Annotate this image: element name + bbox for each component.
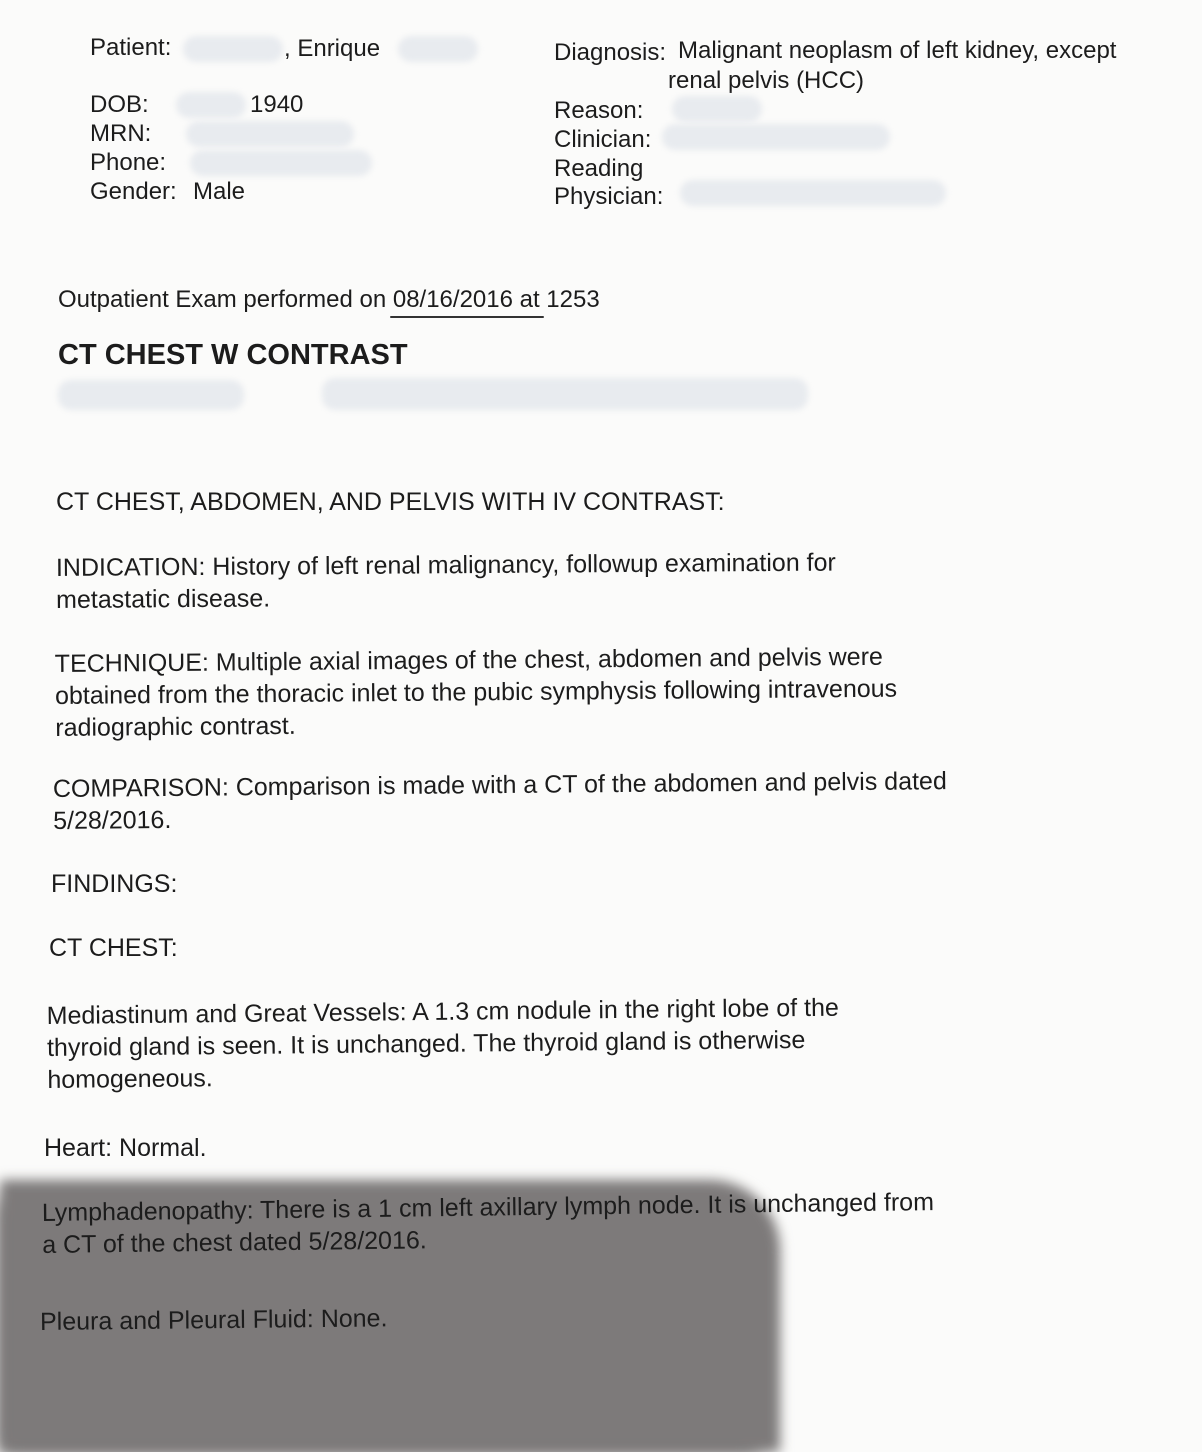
- exam-performed: Outpatient Exam performed on 08/16/2016 at 1253: [58, 286, 600, 313]
- comparison-line-2: 5/28/2016.: [53, 805, 172, 835]
- redacted-clinician: [662, 124, 890, 150]
- report-heading: CT CHEST, ABDOMEN, AND PELVIS WITH IV CONTRAST:: [56, 488, 725, 516]
- exam-title: CT CHEST W CONTRAST: [58, 339, 408, 371]
- diagnosis-line-1: Malignant neoplasm of left kidney, except: [678, 37, 1117, 64]
- redacted-last-name: [398, 36, 478, 62]
- diagnosis-label: Diagnosis:: [554, 39, 667, 66]
- reading-label: Reading: [554, 155, 644, 182]
- mediastinum-line-2: thyroid gland is seen. It is unchanged. The thyroid gland is otherwise: [46, 1026, 806, 1062]
- redacted-cpt-code: [58, 380, 244, 410]
- mediastinum-section: [47, 988, 1188, 1096]
- handwritten-underline: [390, 316, 544, 318]
- reason-label: Reason:: [554, 97, 644, 124]
- redacted-first-name: [183, 36, 283, 62]
- technique-section: [55, 638, 1196, 744]
- findings-heading: FINDINGS:: [51, 870, 178, 898]
- patient-label: Patient:: [90, 34, 172, 61]
- diagnosis-line-2: renal pelvis (HCC): [668, 67, 865, 94]
- technique-line-3: radiographic contrast.: [55, 711, 296, 742]
- technique-line-1: TECHNIQUE: Multiple axial images of the chest, abdomen and pelvis were: [54, 642, 883, 678]
- redacted-accession: [322, 378, 808, 410]
- redacted-mrn: [186, 121, 354, 147]
- patient-name: , Enrique: [284, 35, 381, 62]
- redacted-physician: [680, 180, 946, 206]
- comparison-section: [53, 763, 1194, 837]
- dob-label: DOB:: [90, 91, 149, 118]
- indication-line-1: INDICATION: History of left renal malignancy, followup examination for: [55, 548, 836, 582]
- physician-label: Physician:: [554, 183, 664, 210]
- clinician-label: Clinician:: [554, 126, 652, 153]
- dob-value: 1940: [250, 91, 304, 118]
- gender-label: Gender:: [90, 178, 177, 205]
- indication-line-2: metastatic disease.: [56, 584, 271, 614]
- phone-label: Phone:: [90, 149, 167, 176]
- lymph-line-2: a CT of the chest dated 5/28/2016.: [42, 1226, 427, 1259]
- redacted-phone: [190, 150, 372, 176]
- redacted-reason: [672, 96, 762, 122]
- technique-line-2: obtained from the thoracic inlet to the pubic symphysis following intravenous: [54, 674, 898, 710]
- redacted-dob: [176, 92, 246, 118]
- mrn-label: MRN:: [90, 120, 152, 147]
- ct-chest-heading: CT CHEST:: [49, 934, 178, 962]
- mediastinum-line-3: homogeneous.: [47, 1064, 213, 1094]
- heart-finding: Heart: Normal.: [44, 1134, 207, 1162]
- lymph-section: [42, 1183, 1183, 1261]
- comparison-line-1: COMPARISON: Comparison is made with a CT of the abdomen and pelvis dated: [52, 767, 947, 803]
- pleura-finding: Pleura and Pleural Fluid: None.: [39, 1304, 388, 1336]
- indication-section: [56, 544, 1196, 616]
- gender-value: Male: [193, 178, 246, 205]
- mediastinum-line-1: Mediastinum and Great Vessels: A 1.3 cm nodule in the right lobe of the: [46, 993, 839, 1030]
- lymph-line-1: Lymphadenopathy: There is a 1 cm left axillary lymph node. It is unchanged from: [41, 1188, 935, 1227]
